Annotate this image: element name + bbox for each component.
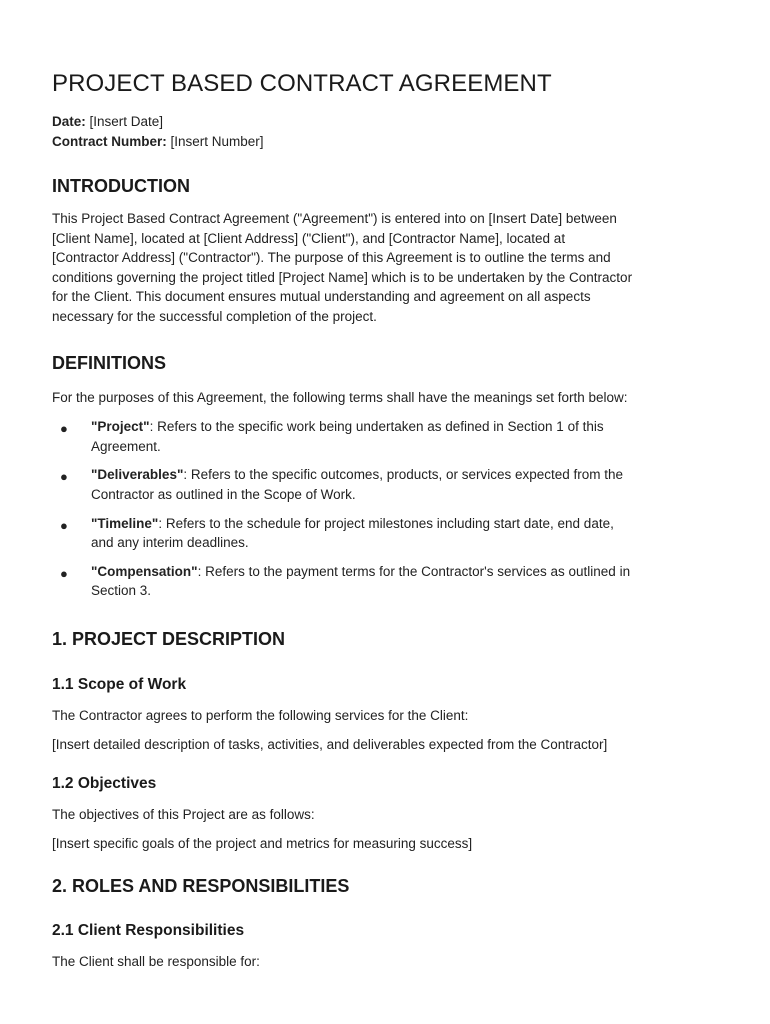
- introduction-line: necessary for the successful completion of the project.: [52, 308, 377, 324]
- definition-text: : Refers to the schedule for project milestones including start date, end date,: [158, 515, 614, 531]
- date-line: [52, 112, 720, 132]
- introduction-line: This Project Based Contract Agreement ("Agreement") is entered into on [Insert Date] between: [52, 211, 617, 226]
- contract-number-value: [Insert Number]: [166, 134, 264, 149]
- objectives-heading: 1.2 Objectives: [52, 775, 157, 793]
- document-title: PROJECT BASED CONTRACT AGREEMENT: [52, 70, 552, 97]
- definition-text-continued: and any interim deadlines.: [91, 535, 249, 551]
- definitions-intro: For the purposes of this Agreement, the following terms shall have the meanings set forth below:: [52, 389, 628, 405]
- definition-item: [52, 465, 720, 504]
- introduction-line: conditions governing the project titled [Project Name] which is to be undertaken by the Contractor: [52, 269, 633, 285]
- objectives-placeholder: [Insert specific goals of the project and metrics for measuring success]: [52, 835, 473, 851]
- definition-text-continued: Section 3.: [91, 583, 152, 599]
- contract-number-line: [52, 132, 720, 152]
- definition-text-continued: Agreement.: [91, 438, 161, 454]
- date-value: [Insert Date]: [85, 114, 164, 129]
- scope-of-work-placeholder: [Insert detailed description of tasks, activities, and deliverables expected from the Contractor]: [52, 736, 608, 752]
- definition-text: : Refers to the payment terms for the Contractor's services as outlined in: [197, 563, 631, 579]
- project-description-heading: 1. PROJECT DESCRIPTION: [52, 628, 286, 649]
- bullet-icon: ●: [60, 565, 68, 581]
- scope-of-work-text: The Contractor agrees to perform the following services for the Client:: [52, 707, 469, 723]
- date-label: Date:: [52, 114, 86, 129]
- bullet-icon: ●: [60, 469, 68, 485]
- definition-text: : Refers to the specific work being undertaken as defined in Section 1 of this: [149, 419, 604, 435]
- client-responsibilities-text: The Client shall be responsible for:: [52, 954, 260, 970]
- client-responsibilities-heading: 2.1 Client Responsibilities: [52, 922, 245, 940]
- definition-text-continued: Contractor as outlined in the Scope of Work.: [91, 486, 356, 502]
- definition-item: [52, 417, 720, 456]
- objectives-text: The objectives of this Project are as follows:: [52, 807, 315, 823]
- definition-term: "Compensation": [91, 563, 198, 579]
- definitions-heading: DEFINITIONS: [52, 352, 167, 373]
- definition-item: [52, 562, 720, 601]
- scope-of-work-heading: 1.1 Scope of Work: [52, 675, 187, 693]
- definitions-list: [52, 417, 720, 601]
- introduction-paragraph: [52, 209, 720, 327]
- bullet-icon: ●: [60, 517, 68, 533]
- introduction-heading: INTRODUCTION: [52, 176, 190, 196]
- introduction-line: [Contractor Address] ("Contractor"). The purpose of this Agreement is to outline the terms and: [52, 250, 611, 266]
- definition-text: : Refers to the specific outcomes, products, or services expected from the: [183, 467, 624, 483]
- definition-term: "Timeline": [91, 515, 159, 531]
- definition-term: "Project": [91, 419, 150, 435]
- bullet-icon: ●: [60, 421, 68, 437]
- roles-heading: 2. ROLES AND RESPONSIBILITIES: [52, 876, 350, 897]
- definition-item: [52, 514, 720, 553]
- definition-term: "Deliverables": [91, 467, 184, 483]
- introduction-line: for the Client. This document ensures mutual understanding and agreement on all aspects: [52, 289, 591, 305]
- introduction-line: [Client Name], located at [Client Address] ("Client"), and [Contractor Name], located at: [52, 230, 566, 246]
- contract-number-label: Contract Number:: [52, 134, 167, 149]
